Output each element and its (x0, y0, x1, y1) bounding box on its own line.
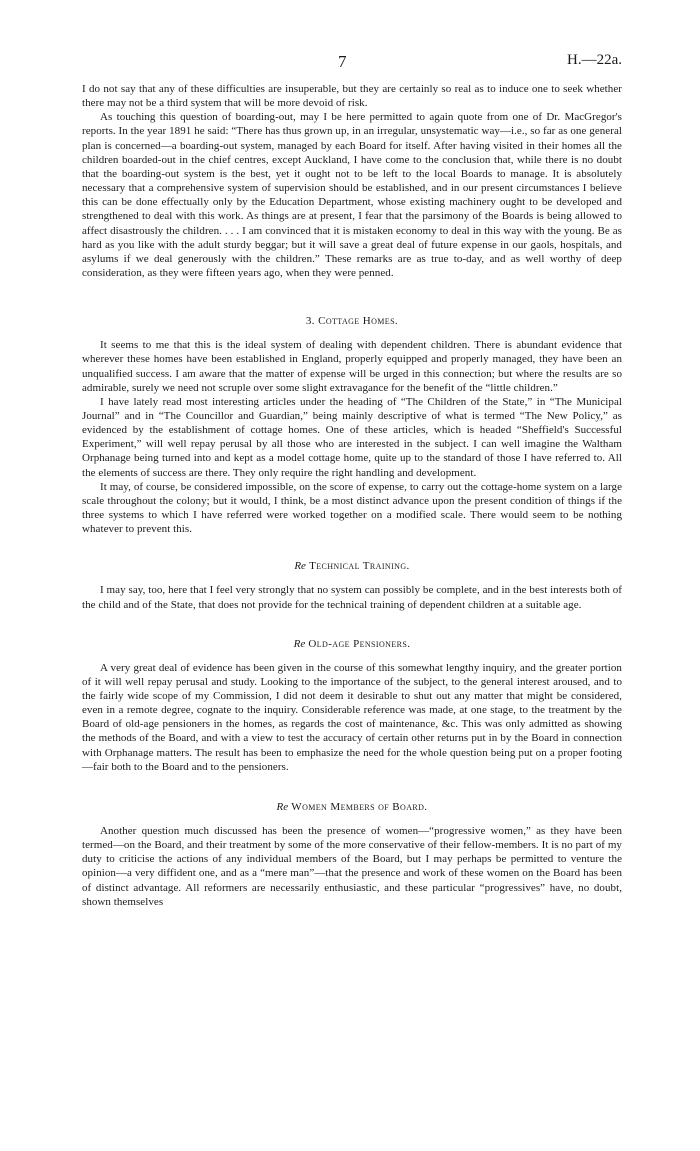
section-heading (82, 314, 622, 328)
section-heading-title: 3. Cottage Homes. (305, 315, 399, 328)
page-header (82, 52, 622, 82)
section-heading-prefix: Re (276, 800, 289, 813)
document-reference: H.—22a. (567, 52, 622, 68)
body-paragraph: As touching this question of boarding-out, may I be here permitted to again quote from one of Dr. MacGregor's reports. In the year 1891 he said: “There has thus grown up, in an irregular, unsystematic way—i.e., so far as one general plan is concerned—a boarding-out system, managed by each Board for itself. After having visited in their homes all the children boarded-out in the chief centres, except Auckland, I have come to the conclusion that, while there is no doubt that the boarding-out system is the best, yet it ought not to be left to the local Boards to manage. It is absolutely necessary that a comprehensive system of supervision should be established, and in our present circumstances I believe this can be done effectually only by the Education Department, whose existing machinery ought to be developed and strengthened to deal with this work. As things are at present, I fear that the parsimony of the Boards is being allowed to affect disastrously the children. . . . I am convinced that it is mistaken economy to deal in this way with the young. Be as hard as you like with the adult sturdy beggar; but it will save a great deal of future expense in our gaols, hospitals, and asylums if we deal generously with the children.” These remarks are as true to-day, and as well worthy of deep consideration, as they were fifteen years ago, when they were penned. (82, 111, 622, 280)
section-heading (82, 637, 622, 651)
section-heading (82, 559, 622, 573)
section-heading-prefix: Re (294, 560, 306, 573)
section-heading-title: Women Members of Board. (291, 800, 428, 813)
section-heading-prefix: Re (293, 637, 306, 650)
body-paragraph: I may say, too, here that I feel very strongly that no system can possibly be complete, and in the best interests both of the child and of the State, that does not provide for the technical training of dependent children at a suitable age. (82, 584, 622, 611)
section-heading-title: Technical Training. (309, 560, 410, 573)
page-number: 7 (338, 52, 347, 71)
body-paragraph: It seems to me that this is the ideal system of dealing with dependent children. There is abundant evidence that wherever these homes have been established in England, properly equipped and properly managed, they have been an unqualified success. I am aware that the matter of expense will be urged in this connection; but where the results are so admirable, surely we need not scruple over some slight extravagance for the benefit of the “little children.” (82, 339, 622, 394)
document-page (82, 52, 622, 909)
body-paragraph: It may, of course, be considered impossible, on the score of expense, to carry out the cottage-home system on a large scale throughout the colony; but it would, I think, be a most distinct advance upon the present condition of things if the three systems to which I have referred were worked together on a modified scale. There would seem to be nothing whatever to prevent this. (82, 480, 622, 536)
section-heading-title: Old-age Pensioners. (308, 637, 411, 650)
body-paragraph: Another question much discussed has been the presence of women—“progressive women,” as they have been termed—on the Board, and their treatment by some of the more conservative of their fellow-members. It is no part of my duty to criticise the actions of any individual members of the Board, but I may perhaps be permitted to venture the opinion—a very diffident one, and as a “mere man”—that the presence and work of these women on the Board has been of distinct advantage. All reformers are necessarily enthusiastic, and these particular “progressives” have, no doubt, shown themselves (82, 824, 622, 908)
body-paragraph: A very great deal of evidence has been given in the course of this somewhat lengthy inquiry, and the greater portion of it will well repay perusal and study. Looking to the importance of the subject, to the general interest aroused, and to the fairly wide scope of my Commission, I did not deem it desirable to shut out any matter that might be considered, even in a remote degree, cognate to the inquiry. Considerable reference was made, at one stage, to the treatment by the Board of old-age pensioners in the homes, as regards the cost of maintenance, &c. This was only admitted as showing the methods of the Board, and with a view to test the accuracy of certain other returns put in by the Board in connection with Orphanage matters. The result has been to emphasize the need for the whole question being put on a proper footing—fair both to the Board and to the pensioners. (82, 661, 622, 773)
body-paragraph: I do not say that any of these difficulties are insuperable, but they are certainly so real as to induce one to seek whether there may not be a third system that will be more devoid of risk. (82, 83, 622, 110)
body-paragraph: I have lately read most interesting articles under the heading of “The Children of the State,” in “The Municipal Journal” and in “The Councillor and Guardian,” being mainly descriptive of what is termed “The New Policy,” as evidenced by the establishment of cottage homes. One of these articles, which is headed “Sheffield's Successful Experiment,” will well repay perusal by all those who are interested in the subject. I can well imagine the Waltham Orphanage being turned into and kept as a model cottage home, quite up to the standard of those I have referred to. All the elements of success are there. They only require the right handling and development. (82, 395, 622, 479)
section-heading (82, 800, 622, 814)
